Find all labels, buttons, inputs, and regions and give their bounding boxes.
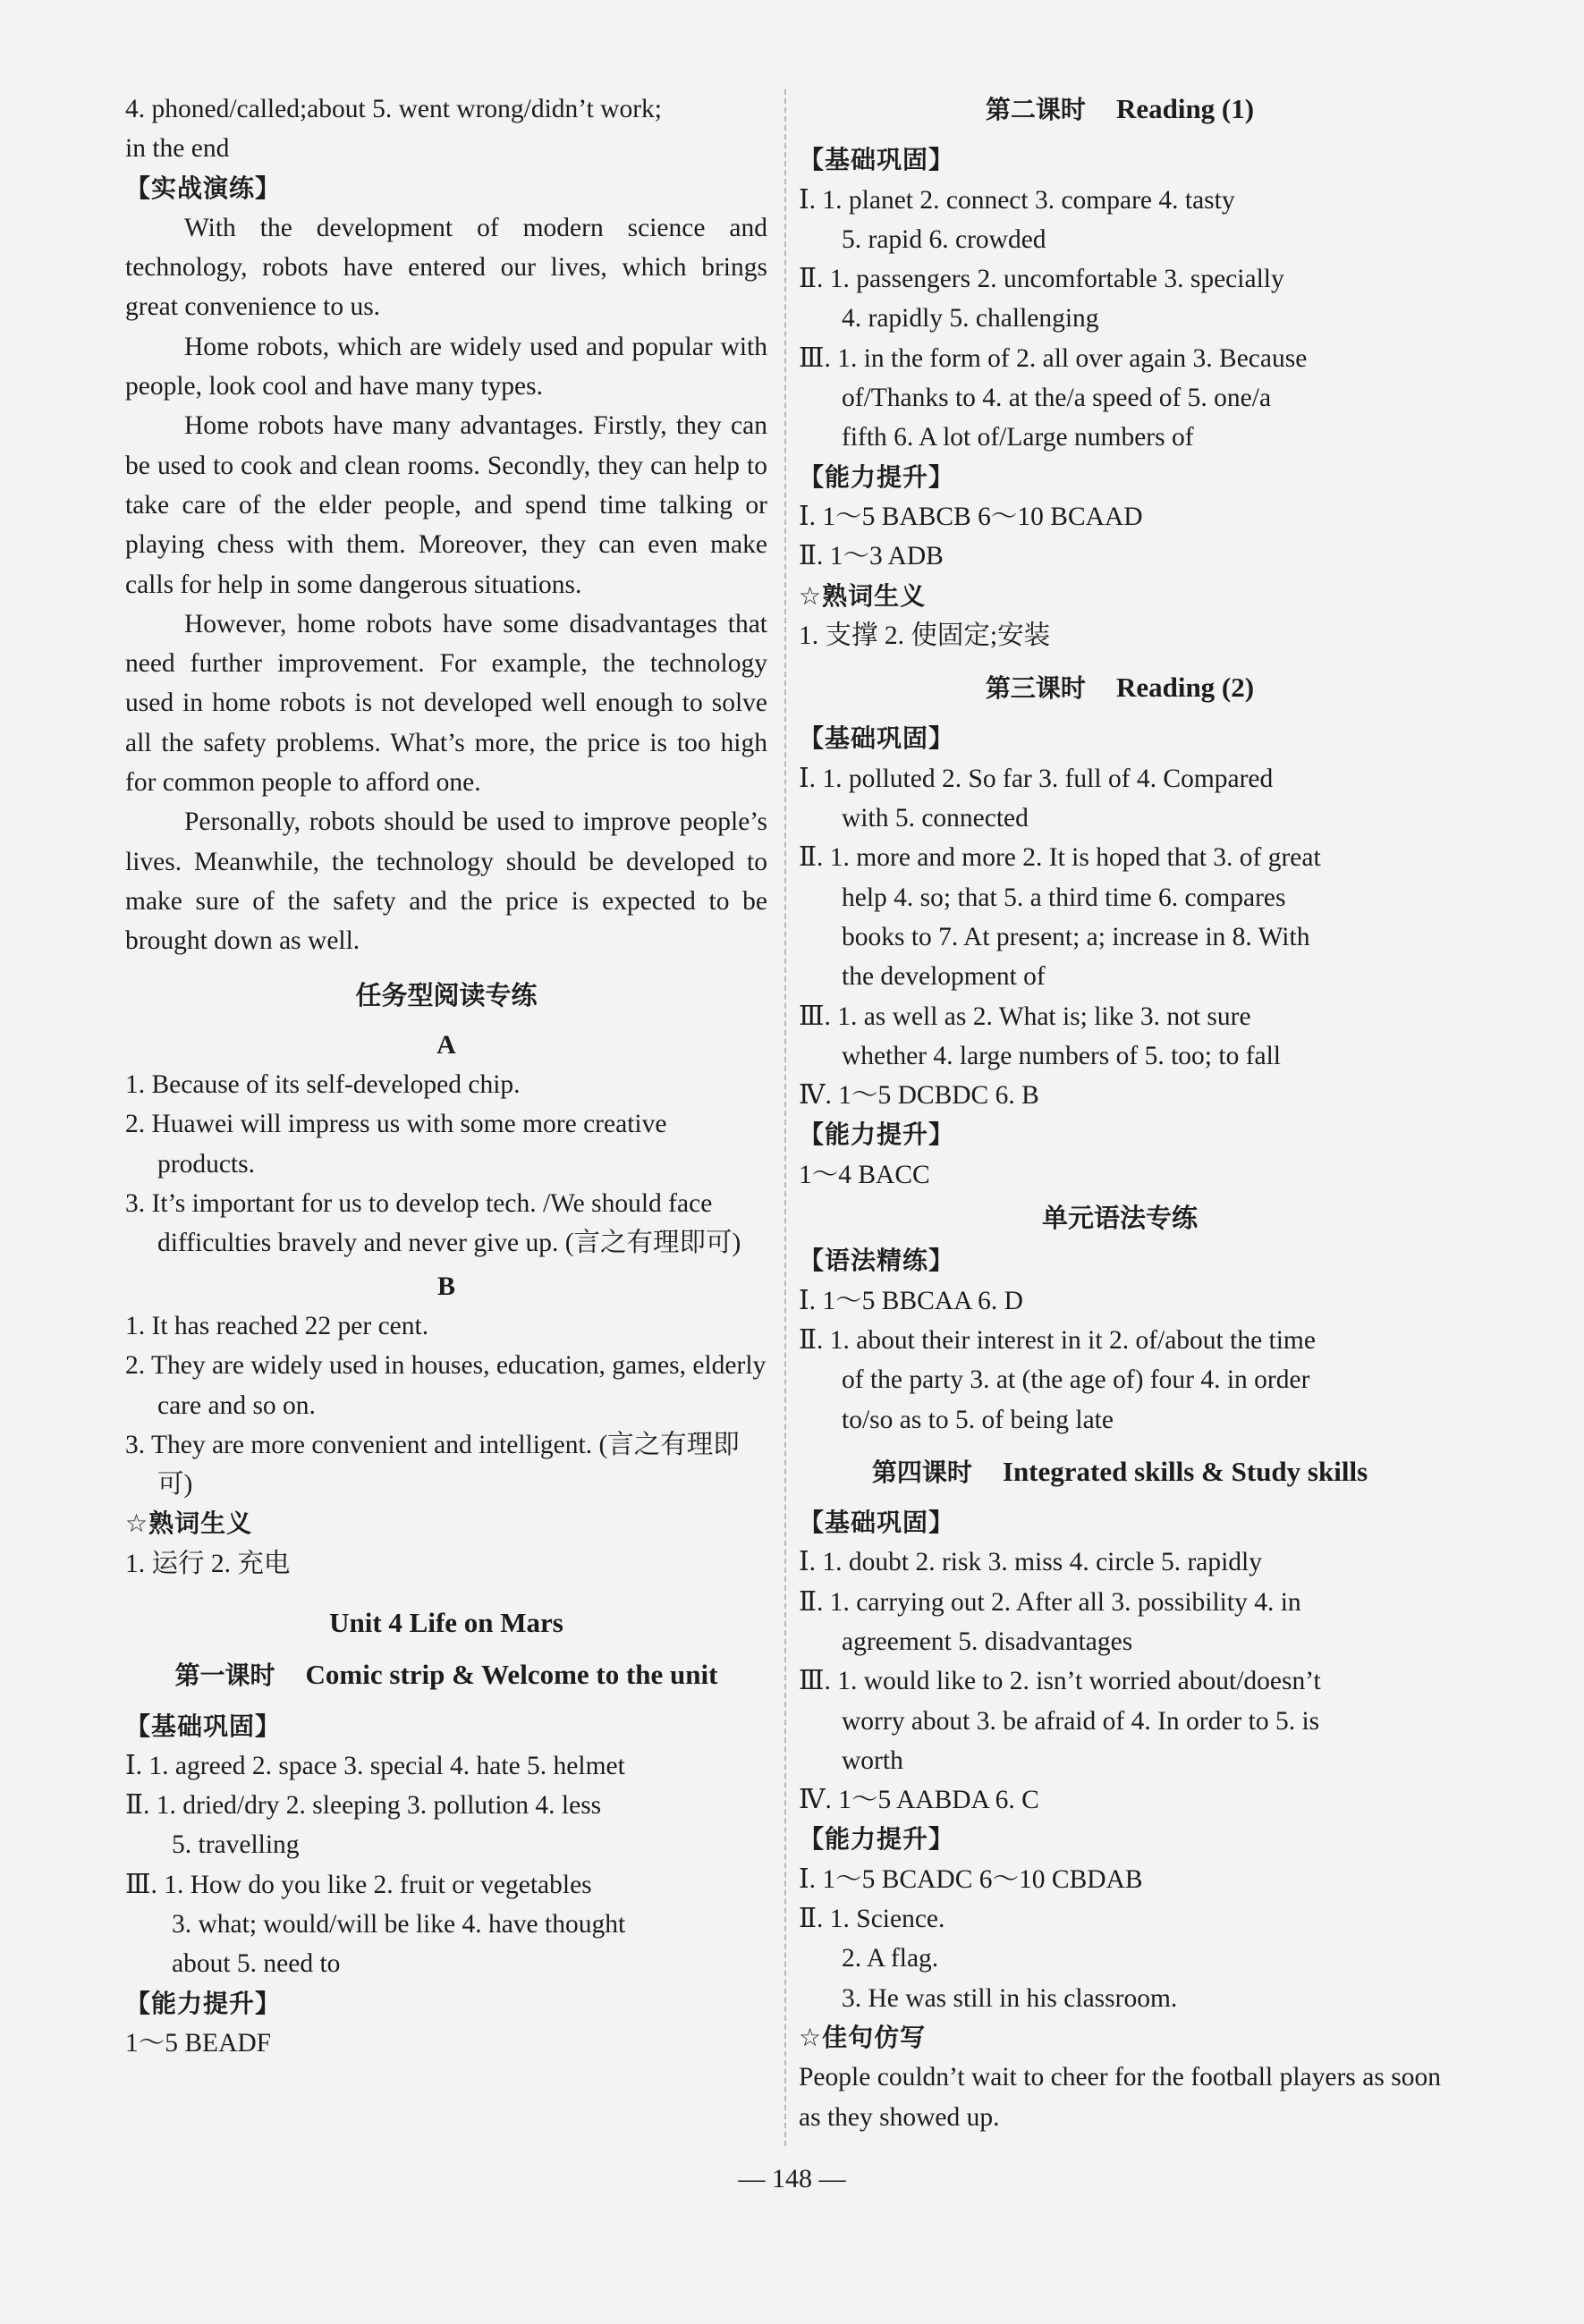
answer-line: worth xyxy=(842,1745,903,1775)
answer-line: Ⅰ. 1～5 BCADC 6～10 CBDAB xyxy=(799,1864,1143,1894)
familiar-items: 1. 运行 2. 充电 xyxy=(125,1549,291,1578)
answer-line: Ⅱ. 1. carrying out 2. After all 3. possibility 4. in xyxy=(799,1587,1301,1617)
answer-line: Ⅳ. 1～5 AABDA 6. C xyxy=(799,1786,1039,1815)
answer-line: Ⅲ. 1. How do you like 2. fruit or vegetables xyxy=(125,1870,592,1899)
familiar-items: 1. 支撑 2. 使固定;安装 xyxy=(799,621,1051,650)
answer-line: 2. A flag. xyxy=(842,1944,939,1973)
basic-heading: 【基础巩固】 xyxy=(125,1711,282,1741)
lesson-4-en: Integrated skills & Study skills xyxy=(1002,1455,1368,1487)
answer-line: about 5. need to xyxy=(172,1949,341,1979)
familiar-heading: ☆熟词生义 xyxy=(799,580,927,611)
familiar-heading: ☆熟词生义 xyxy=(125,1508,253,1539)
right-column xyxy=(799,89,1441,2137)
answer-line: 4. rapidly 5. challenging xyxy=(842,304,1099,334)
lesson-1-title xyxy=(125,1655,767,1695)
answer-line: Ⅰ. 1. planet 2. connect 3. compare 4. tasty xyxy=(799,185,1235,215)
answer-line: 5. travelling xyxy=(172,1830,300,1860)
answer-line: Ⅱ. 1. about their interest in it 2. of/about the time xyxy=(799,1325,1316,1355)
answer-line: Ⅲ. 1. as well as 2. What is; like 3. not sure xyxy=(799,1001,1251,1031)
lesson-3-en: Reading (2) xyxy=(1115,672,1255,704)
answer-line: Ⅳ. 1～5 DCBDC 6. B xyxy=(799,1081,1039,1111)
practice-heading: 【实战演练】 xyxy=(125,173,282,203)
answer-line: help 4. so; that 5. a third time 6. compares xyxy=(842,883,1286,912)
answer-line: 3. He was still in his classroom. xyxy=(842,1983,1178,2013)
basic-heading: 【基础巩固】 xyxy=(799,145,955,175)
answer-line: Ⅰ. 1～5 BBCAA 6. D xyxy=(799,1286,1023,1315)
answer-line: the development of xyxy=(842,962,1046,992)
basic-heading: 【基础巩固】 xyxy=(799,723,955,754)
answer-line: Ⅲ. 1. in the form of 2. all over again 3. Because xyxy=(799,343,1308,373)
answer-line: with 5. connected xyxy=(842,804,1029,833)
answer-line: to/so as to 5. of being late xyxy=(842,1405,1114,1434)
unit-title: Unit 4 Life on Mars xyxy=(329,1606,563,1638)
essay-paragraph: However, home robots have some disadvantages that need further improvement. For example, the technology used in home robots is not developed well enough to solve all the safety problems. What’s more, the price is too high for common people to afford one. xyxy=(125,609,767,798)
answer-line: Ⅱ. 1～3 ADB xyxy=(799,542,944,571)
lesson-1-en: Comic strip & Welcome to the unit xyxy=(305,1659,718,1691)
answer-line: 1～4 BACC xyxy=(799,1160,930,1189)
answer-line: Ⅱ. 1. Science. xyxy=(799,1905,945,1934)
answer-item: 2. They are widely used in houses, education, games, elderly care and so on. xyxy=(125,1351,767,1420)
sentence-text: People couldn’t wait to cheer for the football players as soon as they showed up. xyxy=(799,2063,1441,2132)
lesson-2-title xyxy=(799,89,1441,130)
answer-line: agreement 5. disadvantages xyxy=(842,1627,1133,1656)
essay-paragraph: Home robots, which are widely used and popular with people, look cool and have many types. xyxy=(125,332,767,401)
answer-line: of the party 3. at (the age of) four 4. in order xyxy=(842,1365,1310,1395)
answer-line: 1～5 BEADF xyxy=(125,2028,272,2058)
grammar-heading: 【语法精练】 xyxy=(799,1246,955,1276)
page-number: — 148 — xyxy=(738,2164,846,2193)
answer-item: 3. They are more convenient and intelligent. (言之有理即可) xyxy=(125,1430,740,1500)
lesson-2-en: Reading (1) xyxy=(1115,93,1255,124)
task-reading-title: 任务型阅读专练 xyxy=(355,979,538,1010)
answer-line: Ⅰ. 1～5 BABCB 6～10 BCAAD xyxy=(799,502,1143,531)
ability-heading: 【能力提升】 xyxy=(799,1120,955,1150)
basic-heading: 【基础巩固】 xyxy=(799,1508,955,1538)
ability-heading: 【能力提升】 xyxy=(799,1824,955,1855)
answer-line: Ⅲ. 1. would like to 2. isn’t worried about/doesn’t xyxy=(799,1667,1321,1696)
part-b-label: B xyxy=(436,1271,455,1301)
answer-line: books to 7. At present; a; increase in 8. With xyxy=(842,922,1310,951)
answer-line: Ⅱ. 1. more and more 2. It is hoped that 3. of great xyxy=(799,843,1321,873)
lesson-4-title xyxy=(799,1452,1441,1492)
lesson-2-cn: 第二课时 xyxy=(985,95,1086,124)
answer-line: Ⅰ. 1. polluted 2. So far 3. full of 4. Compared xyxy=(799,764,1274,793)
lesson-4-cn: 第四课时 xyxy=(871,1457,972,1487)
lesson-1-cn: 第一课时 xyxy=(174,1661,275,1691)
lesson-3-cn: 第三课时 xyxy=(985,673,1086,704)
answer-item: 3. It’s important for us to develop tech. /We should face difficulties bravely and never give up. (言之有理即可) xyxy=(125,1189,741,1258)
part-a-label: A xyxy=(436,1029,456,1060)
ability-heading: 【能力提升】 xyxy=(799,461,955,492)
answer-line: of/Thanks to 4. at the/a speed of 5. one/a xyxy=(842,384,1272,413)
text-line: in the end xyxy=(125,134,230,164)
grammar-title: 单元语法专练 xyxy=(1041,1203,1198,1234)
answer-line: Ⅰ. 1. doubt 2. risk 3. miss 4. circle 5. rapidly xyxy=(799,1548,1263,1577)
answer-item: 1. Because of its self-developed chip. xyxy=(125,1070,521,1100)
answer-line: whether 4. large numbers of 5. too; to fall xyxy=(842,1041,1281,1070)
answer-line: worry about 3. be afraid of 4. In order to 5. is xyxy=(842,1706,1320,1736)
answer-line: Ⅱ. 1. dried/dry 2. sleeping 3. pollution 4. less xyxy=(125,1791,602,1821)
essay-paragraph: Home robots have many advantages. Firstly, they can be used to cook and clean rooms. Secondly, they can help to take care of the elder people, and spend time talking or playing chess with them. Moreover, they can even make calls for help in some dangerous situations. xyxy=(125,411,767,599)
essay-paragraph: With the development of modern science and technology, robots have entered our lives, which brings great convenience to us. xyxy=(125,213,767,322)
answer-line: Ⅰ. 1. agreed 2. space 3. special 4. hate 5. helmet xyxy=(125,1751,625,1780)
lesson-3-title xyxy=(799,668,1441,708)
answer-line: fifth 6. A lot of/Large numbers of xyxy=(842,423,1194,452)
answer-line: 3. what; would/will be like 4. have thought xyxy=(172,1910,626,1939)
text-line: 4. phoned/called;about 5. went wrong/didn’t work; xyxy=(125,95,662,123)
column-divider xyxy=(784,89,786,2146)
answer-line: Ⅱ. 1. passengers 2. uncomfortable 3. specially xyxy=(799,265,1284,294)
answer-line: 5. rapid 6. crowded xyxy=(842,224,1046,254)
answer-item: 1. It has reached 22 per cent. xyxy=(125,1311,429,1340)
ability-heading: 【能力提升】 xyxy=(125,1988,282,2018)
answer-item: 2. Huawei will impress us with some more creative products. xyxy=(125,1110,667,1179)
essay-paragraph: Personally, robots should be used to improve people’s lives. Meanwhile, the technology should be developed to make sure of the safety and the price is expected to be brought down as well. xyxy=(125,807,767,956)
sentence-heading: ☆佳句仿写 xyxy=(799,2022,927,2052)
left-column xyxy=(125,89,767,2063)
